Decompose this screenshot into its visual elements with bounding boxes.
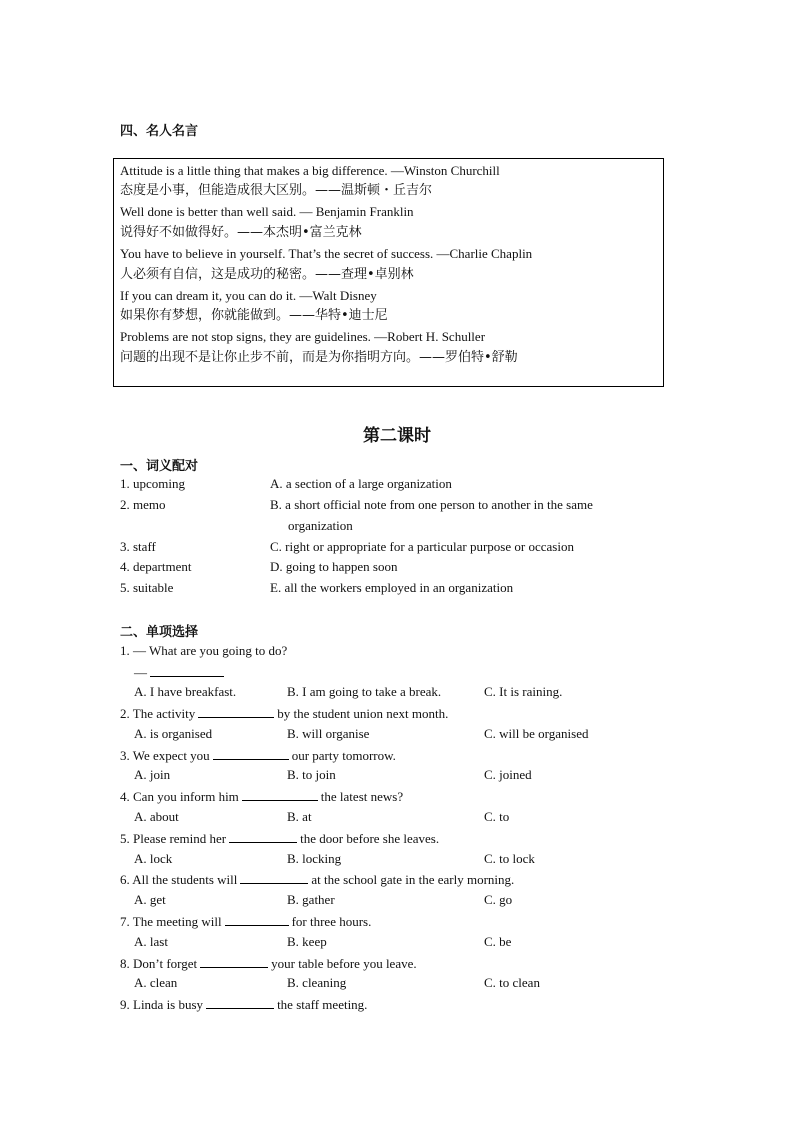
option: B. will organise xyxy=(287,726,370,741)
vocab-term: 3. staff xyxy=(120,539,156,554)
question-line xyxy=(120,871,514,888)
vocab-definition: D. going to happen soon xyxy=(270,559,398,574)
option: B. locking xyxy=(287,851,342,866)
quotes-heading: 四、名人名言 xyxy=(120,124,199,139)
quote-cn-4: 如果你有梦想，你就能做到。——华特•迪士尼 xyxy=(120,308,388,323)
option: A. I have breakfast. xyxy=(134,684,237,699)
question-rest: our party tomorrow. xyxy=(291,748,396,763)
quote-cn-5: 问题的出现不是让你止步不前，而是为你指明方向。——罗伯特•舒勒 xyxy=(120,350,518,365)
quote-en-5: Problems are not stop signs, they are guidelines. —Robert H. Schuller xyxy=(120,329,486,344)
answer-blank[interactable] xyxy=(242,788,318,801)
question-rest: by the student union next month. xyxy=(277,706,449,721)
option: C. be xyxy=(484,934,512,949)
question-stem: 1. — What are you going to do? xyxy=(120,643,288,658)
option: A. about xyxy=(134,809,179,824)
option: B. cleaning xyxy=(287,975,347,990)
question-stem: 9. Linda is busy xyxy=(120,997,204,1012)
answer-blank[interactable] xyxy=(225,913,289,926)
option: C. to lock xyxy=(484,851,535,866)
option: C. joined xyxy=(484,767,532,782)
option: B. keep xyxy=(287,934,327,949)
quote-cn-2: 说得好不如做得好。——本杰明•富兰克林 xyxy=(120,225,362,240)
vocab-definition: A. a section of a large organization xyxy=(270,476,452,491)
answer-blank[interactable] xyxy=(229,830,297,843)
choice-heading: 二、单项选择 xyxy=(120,625,199,640)
quote-en-4: If you can dream it, you can do it. —Walt Disney xyxy=(120,288,377,303)
vocab-term: 2. memo xyxy=(120,497,166,512)
answer-blank[interactable] xyxy=(150,664,224,677)
option: B. at xyxy=(287,809,312,824)
option: A. clean xyxy=(134,975,178,990)
quote-en-1: Attitude is a little thing that makes a big difference. —Winston Churchill xyxy=(120,163,500,178)
answer-blank[interactable] xyxy=(213,747,289,760)
vocab-definition: C. right or appropriate for a particular purpose or occasion xyxy=(270,539,574,554)
lesson-title: 第二课时 xyxy=(363,426,431,446)
question-stem: 5. Please remind her xyxy=(120,831,227,846)
question-rest: the door before she leaves. xyxy=(300,831,440,846)
answer-blank[interactable] xyxy=(240,871,308,884)
question-line xyxy=(120,830,439,847)
question-rest: at the school gate in the early morning. xyxy=(311,872,515,887)
vocab-definition: B. a short official note from one person to another in the same xyxy=(270,497,593,512)
quote-en-3: You have to believe in yourself. That’s the secret of success. —Charlie Chaplin xyxy=(120,246,533,261)
option: C. It is raining. xyxy=(484,684,563,699)
option: A. get xyxy=(134,892,166,907)
vocab-term: 1. upcoming xyxy=(120,476,185,491)
question-stem: 4. Can you inform him xyxy=(120,789,239,804)
vocab-definition: E. all the workers employed in an organization xyxy=(270,580,514,595)
question-stem: 3. We expect you xyxy=(120,748,210,763)
option: A. lock xyxy=(134,851,173,866)
question-stem: 8. Don’t forget xyxy=(120,956,198,971)
question-stem: 6. All the students will xyxy=(120,872,238,887)
option: B. I am going to take a break. xyxy=(287,684,442,699)
option: A. is organised xyxy=(134,726,213,741)
answer-line xyxy=(134,664,227,681)
option: C. go xyxy=(484,892,513,907)
question-line xyxy=(120,747,396,764)
question-line xyxy=(120,955,417,972)
option: C. to xyxy=(484,809,510,824)
vocab-heading: 一、词义配对 xyxy=(120,459,199,474)
option: B. gather xyxy=(287,892,335,907)
quote-cn-3: 人必须有自信，这是成功的秘密。——查理•卓别林 xyxy=(120,267,414,282)
vocab-term: 5. suitable xyxy=(120,580,174,595)
quote-cn-1: 态度是小事，但能造成很大区别。——温斯顿・丘吉尔 xyxy=(120,183,433,198)
option: A. join xyxy=(134,767,171,782)
answer-blank[interactable] xyxy=(198,705,274,718)
option: C. will be organised xyxy=(484,726,589,741)
question-rest: for three hours. xyxy=(291,914,372,929)
vocab-term: 4. department xyxy=(120,559,192,574)
quotes-box xyxy=(113,158,664,387)
question-stem: 7. The meeting will xyxy=(120,914,222,929)
question-rest: your table before you leave. xyxy=(271,956,417,971)
question-line xyxy=(120,705,448,722)
question-rest: the latest news? xyxy=(320,789,404,804)
question-line xyxy=(120,788,403,805)
option: A. last xyxy=(134,934,168,949)
option: B. to join xyxy=(287,767,336,782)
question-rest: the staff meeting. xyxy=(277,997,368,1012)
quote-en-2: Well done is better than well said. — Benjamin Franklin xyxy=(120,204,414,219)
answer-blank[interactable] xyxy=(206,996,274,1009)
option: C. to clean xyxy=(484,975,540,990)
question-stem: 2. The activity xyxy=(120,706,196,721)
vocab-definition-continued: organization xyxy=(288,518,353,533)
question-line xyxy=(120,913,371,930)
answer-blank[interactable] xyxy=(200,955,268,968)
question-line xyxy=(120,996,367,1013)
dash-label: — xyxy=(134,665,147,680)
